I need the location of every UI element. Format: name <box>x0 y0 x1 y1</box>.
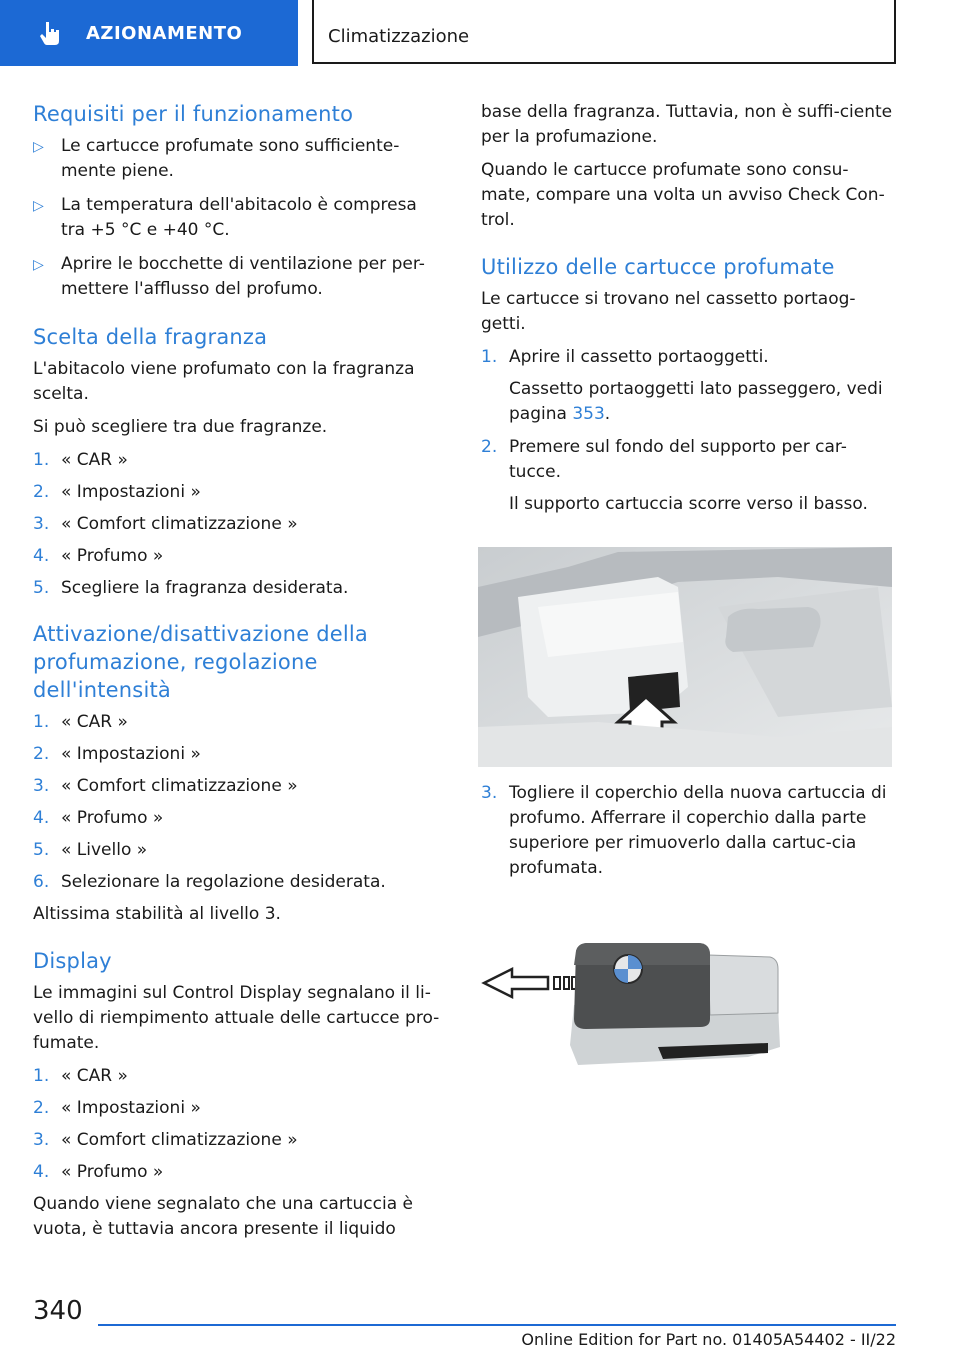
list-item: 4. « Profumo » <box>33 808 164 828</box>
step-detail: Cassetto portaoggetti lato passeggero, vedi pagina 353. <box>509 379 883 424</box>
page-header <box>0 0 960 66</box>
paragraph: L'abitacolo viene profumato con la fragranza scelta. <box>33 359 415 404</box>
triangle-bullet-icon: ▷ <box>33 198 44 214</box>
paragraph: base della fragranza. Tuttavia, non è suffi-ciente per la profumazione. <box>481 102 893 147</box>
list-item: 3. Togliere il coperchio della nuova cartuccia di profumo. Afferrare il coperchio dalla parte superiore per rimuoverlo dalla cartuc-cia profumata. <box>481 783 887 878</box>
list-item: 3. « Comfort climatizzazione » <box>33 776 298 796</box>
paragraph: Altissima stabilità al livello 3. <box>33 904 281 924</box>
activation-heading: Attivazione/disattivazione della profumazione, regolazione dell'intensità <box>33 622 368 702</box>
list-item: ▷ La temperatura dell'abitacolo è compresa tra +5 °C e +40 °C. <box>33 193 445 243</box>
list-item: 1. « CAR » <box>33 450 128 470</box>
fragrance-cartridge-illustration <box>478 935 794 1075</box>
list-item: 6. Selezionare la regolazione desiderata. <box>33 872 386 892</box>
cartridge-holder-photo <box>478 547 892 767</box>
page-number: 340 <box>33 1296 83 1326</box>
list-item: 4. « Profumo » <box>33 1162 164 1182</box>
list-item: 2. « Impostazioni » <box>33 482 201 502</box>
hand-touch-icon <box>36 19 64 47</box>
list-item: 3. « Comfort climatizzazione » <box>33 514 298 534</box>
chapter-title: Climatizzazione <box>312 0 896 64</box>
list-item: ▷ Aprire le bocchette di ventilazione per per-mettere l'afflusso del profumo. <box>33 252 445 302</box>
list-item: ▷ Le cartucce profumate sono sufficiente-mente piene. <box>33 134 445 184</box>
edition-text: Online Edition for Part no. 01405A54402 - II/22 <box>521 1330 896 1349</box>
triangle-bullet-icon: ▷ <box>33 139 44 155</box>
paragraph: Quando viene segnalato che una cartuccia è vuota, è tuttavia ancora presente il liquido <box>33 1194 413 1239</box>
paragraph: Le immagini sul Control Display segnalano il li-vello di riempimento attuale delle cartucce pro-fumate. <box>33 983 440 1053</box>
list-item: 4. « Profumo » <box>33 546 164 566</box>
page-link[interactable]: 353 <box>572 404 605 424</box>
list-item: 2. Premere sul fondo del supporto per car-tucce. <box>481 437 847 482</box>
list-item: 2. « Impostazioni » <box>33 1098 201 1118</box>
display-heading: Display <box>33 949 112 973</box>
list-item: 5. « Livello » <box>33 840 148 860</box>
list-item: 3. « Comfort climatizzazione » <box>33 1130 298 1150</box>
requirements-heading: Requisiti per il funzionamento <box>33 102 354 126</box>
step-detail: Il supporto cartuccia scorre verso il basso. <box>509 494 868 514</box>
list-item: 1. « CAR » <box>33 712 128 732</box>
paragraph: Si può scegliere tra due fragranze. <box>33 417 328 437</box>
paragraph: Le cartucce si trovano nel cassetto portaog-getti. <box>481 289 856 334</box>
triangle-bullet-icon: ▷ <box>33 257 44 273</box>
list-item: 5. Scegliere la fragranza desiderata. <box>33 578 349 598</box>
paragraph: Quando le cartucce profumate sono consu-mate, compare una volta un avviso Check Con-trol. <box>481 160 885 230</box>
list-item: 1. « CAR » <box>33 1066 128 1086</box>
section-label: AZIONAMENTO <box>86 22 243 44</box>
right-column <box>481 100 895 888</box>
left-column <box>33 100 445 1250</box>
fragrance-choice-heading: Scelta della fragranza <box>33 325 268 349</box>
list-item: 2. « Impostazioni » <box>33 744 201 764</box>
cartridge-usage-heading: Utilizzo delle cartucce profumate <box>481 255 835 279</box>
section-tab <box>0 0 298 66</box>
footer-divider <box>98 1324 896 1326</box>
list-item: 1. Aprire il cassetto portaoggetti. <box>481 347 769 367</box>
